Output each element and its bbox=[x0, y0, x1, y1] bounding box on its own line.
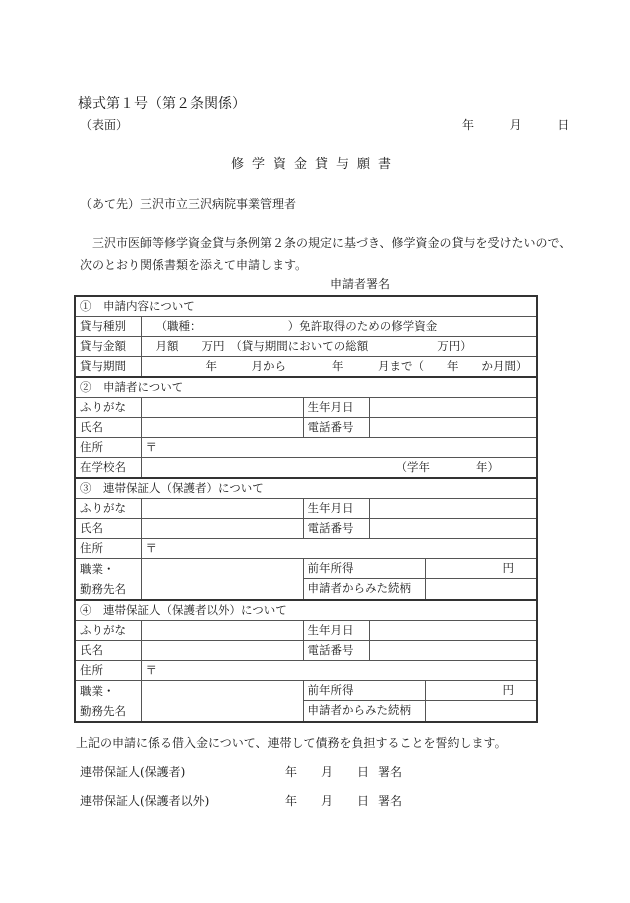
guardian-birthdate-field[interactable] bbox=[369, 499, 537, 519]
loan-amount-label: 貸与金額 bbox=[75, 337, 141, 357]
guardian-phone-field[interactable] bbox=[369, 519, 537, 539]
section-header: ③ 連帯保証人（保護者）について bbox=[75, 478, 537, 499]
section-header: ① 申請内容について bbox=[75, 296, 537, 317]
birthdate-label: 生年月日 bbox=[303, 621, 369, 641]
document-title: 修学資金貸与願書 bbox=[230, 157, 399, 172]
other-phone-field[interactable] bbox=[369, 641, 537, 661]
name-label: 氏名 bbox=[75, 519, 141, 539]
address-label: 住所 bbox=[75, 438, 141, 458]
yen-unit: 円 bbox=[502, 560, 514, 575]
name-label: 氏名 bbox=[75, 418, 141, 438]
postal-mark: 〒 bbox=[145, 662, 157, 677]
guarantor-other-label: 連帯保証人(保護者以外) bbox=[80, 794, 210, 808]
relation-label: 申請者からみた続柄 bbox=[303, 701, 425, 722]
guarantor-other-signature[interactable]: 署名 bbox=[378, 794, 403, 808]
applicant-signature-label: 申請者署名 bbox=[330, 277, 391, 291]
guardian-address-field[interactable] bbox=[141, 539, 537, 559]
guardian-name-field[interactable] bbox=[141, 519, 303, 539]
furigana-label: ふりがな bbox=[75, 621, 141, 641]
other-name-field[interactable] bbox=[141, 641, 303, 661]
income-label: 前年所得 bbox=[303, 681, 425, 701]
grade-label: （学年 年） bbox=[395, 459, 499, 474]
applicant-phone-field[interactable] bbox=[369, 418, 537, 438]
applicant-name-field[interactable] bbox=[141, 418, 303, 438]
applicant-furigana-field[interactable] bbox=[141, 398, 303, 418]
furigana-label: ふりがな bbox=[75, 398, 141, 418]
postal-mark: 〒 bbox=[145, 439, 157, 454]
applicant-school-field[interactable] bbox=[141, 458, 537, 479]
relation-label: 申請者からみた続柄 bbox=[303, 579, 425, 600]
month-label: 月 bbox=[509, 118, 522, 132]
other-relation-field[interactable] bbox=[425, 701, 537, 722]
guardian-furigana-field[interactable] bbox=[141, 499, 303, 519]
phone-label: 電話番号 bbox=[303, 418, 369, 438]
address-label: 住所 bbox=[75, 539, 141, 559]
application-date bbox=[462, 119, 569, 131]
guarantor-guardian-label: 連帯保証人(保護者) bbox=[80, 765, 186, 779]
addressee: （あて先）三沢市立三沢病院事業管理者 bbox=[80, 197, 297, 211]
other-furigana-field[interactable] bbox=[141, 621, 303, 641]
body-text-line2: 次のとおり関係書類を添えて申請します。 bbox=[80, 258, 308, 272]
loan-amount-field[interactable]: 月額 万円 （貸与期間においての総額 万円） bbox=[141, 337, 537, 357]
other-birthdate-field[interactable] bbox=[369, 621, 537, 641]
phone-label: 電話番号 bbox=[303, 519, 369, 539]
applicant-address-field[interactable] bbox=[141, 438, 537, 458]
section-header: ② 申請者について bbox=[75, 377, 537, 398]
phone-label: 電話番号 bbox=[303, 641, 369, 661]
guarantor-guardian-signature[interactable]: 署名 bbox=[378, 765, 403, 779]
birthdate-label: 生年月日 bbox=[303, 398, 369, 418]
other-address-field[interactable] bbox=[141, 661, 537, 681]
day-label: 日 bbox=[557, 118, 570, 132]
income-label: 前年所得 bbox=[303, 559, 425, 579]
pledge-text: 上記の申請に係る借入金について、連帯して債務を負担することを誓約します。 bbox=[76, 736, 507, 750]
school-label: 在学校名 bbox=[75, 458, 141, 479]
loan-period-field[interactable]: 年 月から 年 月まで（ 年 か月間） bbox=[141, 357, 537, 378]
body-text-line1: 三沢市医師等修学資金貸与条例第２条の規定に基づき、修学資金の貸与を受けたいので、 bbox=[92, 236, 572, 250]
furigana-label: ふりがな bbox=[75, 499, 141, 519]
guarantor-other-date[interactable]: 年 月 日 bbox=[285, 794, 370, 808]
guardian-occupation-field[interactable] bbox=[141, 559, 303, 601]
side-label: （表面） bbox=[80, 118, 129, 132]
other-occupation-field[interactable] bbox=[141, 681, 303, 723]
section-header: ④ 連帯保証人（保護者以外）について bbox=[75, 600, 537, 621]
occupation-label: 職業・ 勤務先名 bbox=[75, 681, 141, 723]
birthdate-label: 生年月日 bbox=[303, 499, 369, 519]
loan-period-label: 貸与期間 bbox=[75, 357, 141, 378]
occupation-label: 職業・ 勤務先名 bbox=[75, 559, 141, 601]
application-form-table bbox=[74, 295, 538, 723]
yen-unit: 円 bbox=[502, 682, 514, 697]
guardian-income-field[interactable] bbox=[425, 559, 537, 579]
name-label: 氏名 bbox=[75, 641, 141, 661]
guarantor-guardian-date[interactable]: 年 月 日 bbox=[285, 765, 370, 779]
form-number: 様式第１号（第２条関係） bbox=[78, 96, 246, 112]
address-label: 住所 bbox=[75, 661, 141, 681]
guardian-relation-field[interactable] bbox=[425, 579, 537, 600]
postal-mark: 〒 bbox=[145, 540, 157, 555]
applicant-birthdate-field[interactable] bbox=[369, 398, 537, 418]
loan-type-label: 貸与種別 bbox=[75, 317, 141, 337]
other-income-field[interactable] bbox=[425, 681, 537, 701]
year-label: 年 bbox=[462, 118, 475, 132]
loan-type-field[interactable]: （職種： ）免許取得のための修学資金 bbox=[141, 317, 537, 337]
